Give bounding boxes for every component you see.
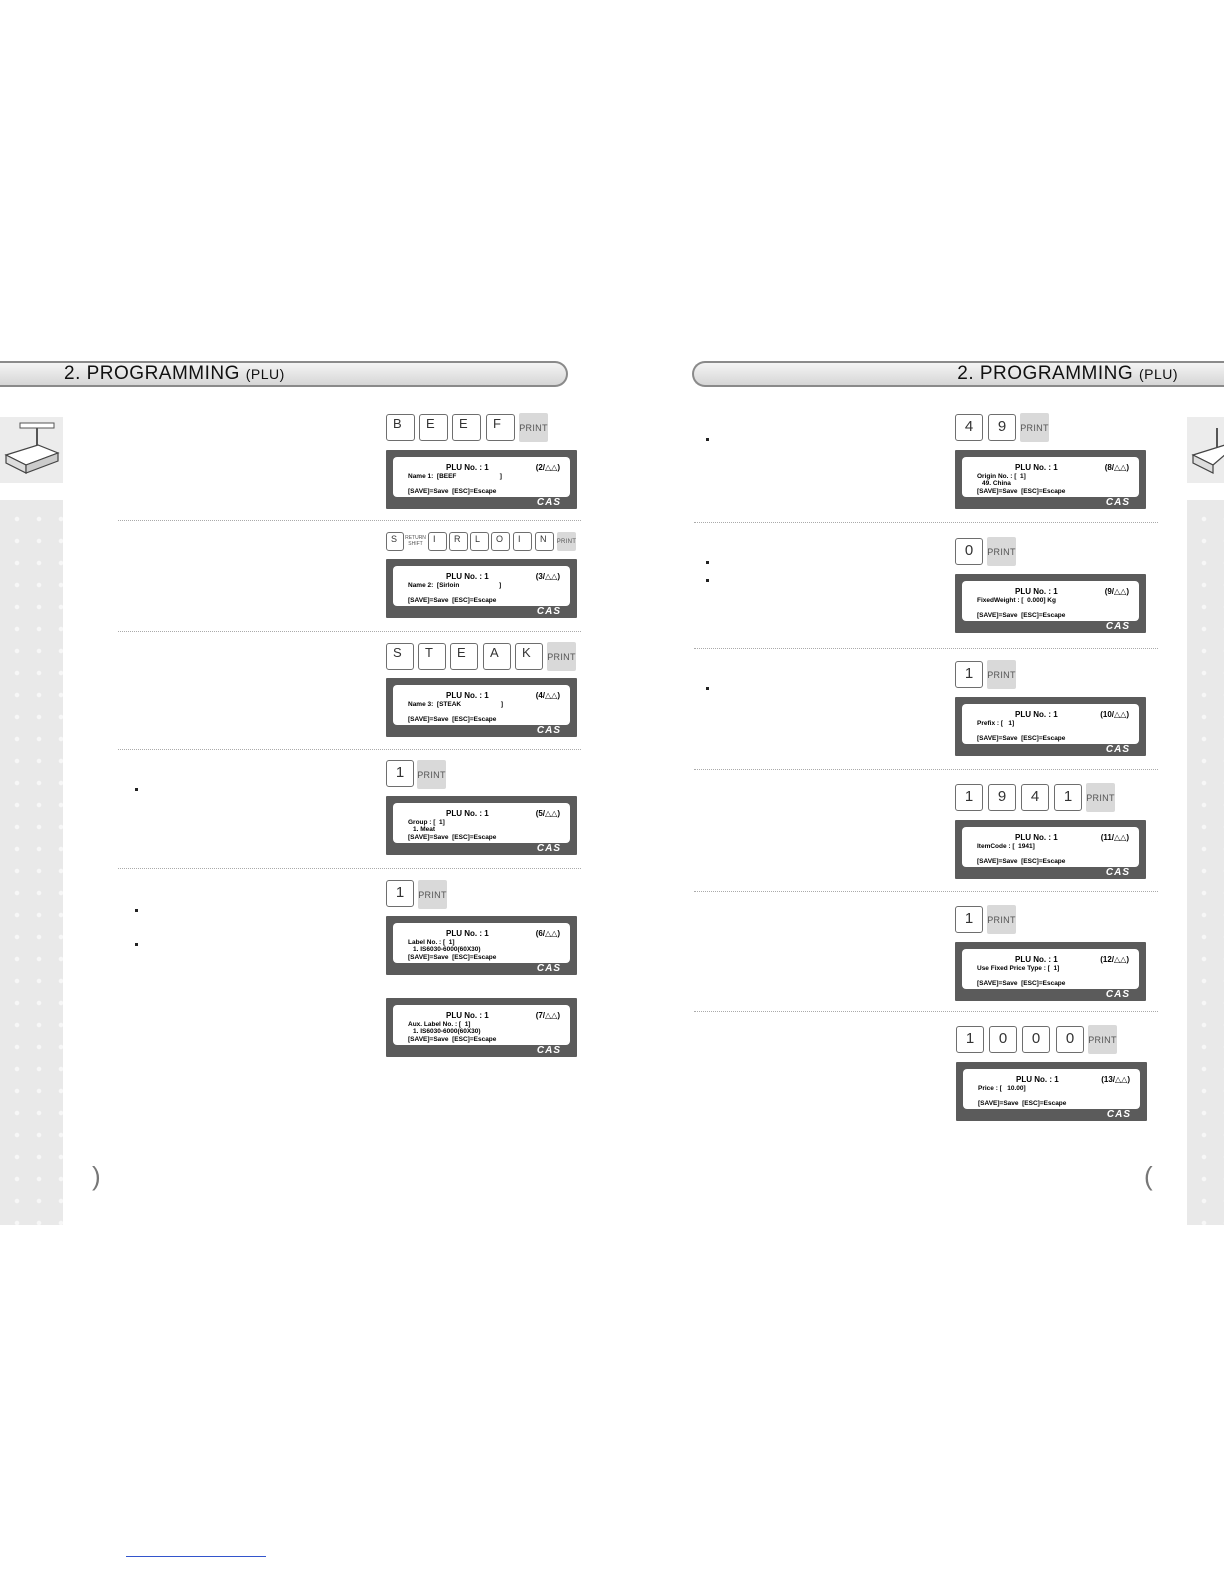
lcd-display [955,574,1146,633]
divider [694,769,1158,770]
lcd-counter: (6/△△) [535,929,560,938]
lcd-save-line: [SAVE]=Save [ESC]=Escape [408,834,497,841]
brand-logo: CAS [1105,621,1130,632]
lcd-line: Name 2: [Sirloin ] [408,582,502,589]
bullet [135,909,138,912]
brand-logo: CAS [536,843,561,854]
key-0[interactable]: 0 [1056,1026,1084,1053]
left-page-header [0,361,568,387]
brand-logo: CAS [536,963,561,974]
lcd-line: Label No. : [ 1] [408,939,455,946]
key-9[interactable]: 9 [988,784,1016,811]
print-key[interactable]: PRINT [418,880,447,909]
print-key[interactable]: PRINT [557,532,576,551]
lcd-title: PLU No. : 1 [446,809,489,818]
lcd-title: PLU No. : 1 [1015,833,1058,842]
scale-icon [0,417,63,483]
lcd-title: PLU No. : 1 [1016,1075,1059,1084]
key-9[interactable]: 9 [988,414,1016,441]
lcd-line: Prefix : [ 1] [977,720,1015,727]
key-f[interactable]: F [486,414,515,441]
key-1[interactable]: 1 [386,760,414,787]
left-header-title: 2. PROGRAMMING (PLU) [64,363,285,384]
key-1[interactable]: 1 [955,661,983,688]
brand-logo: CAS [536,606,561,617]
brand-logo: CAS [1105,497,1130,508]
key-o[interactable]: O [491,532,510,551]
brand-logo: CAS [536,497,561,508]
lcd-save-line: [SAVE]=Save [ESC]=Escape [977,488,1066,495]
brand-logo: CAS [1105,744,1130,755]
lcd-save-line: [SAVE]=Save [ESC]=Escape [977,980,1066,987]
key-4[interactable]: 4 [955,414,983,441]
right-decorative-strip [1187,500,1224,1225]
lcd-save-line: [SAVE]=Save [ESC]=Escape [977,612,1066,619]
lcd-title: PLU No. : 1 [1015,587,1058,596]
key-1[interactable]: 1 [955,784,983,811]
lcd-save-line: [SAVE]=Save [ESC]=Escape [408,488,497,495]
page-number-mark-left: ) [92,1161,101,1191]
lcd-counter: (12/△△) [1100,955,1129,964]
lcd-display [386,559,577,618]
key-e[interactable]: E [450,643,478,670]
left-decorative-strip [0,500,63,1225]
print-key[interactable]: PRINT [547,642,576,671]
lcd-counter: (2/△△) [535,463,560,472]
lcd-line: 49. China [982,480,1011,487]
divider [118,749,581,750]
divider [694,891,1158,892]
brand-logo: CAS [536,725,561,736]
lcd-display [955,942,1146,1001]
lcd-counter: (8/△△) [1104,463,1129,472]
lcd-title: PLU No. : 1 [446,691,489,700]
lcd-line: Aux. Label No. : [ 1] [408,1021,471,1028]
lcd-display [955,820,1146,879]
key-s[interactable]: S [386,643,414,670]
lcd-title: PLU No. : 1 [446,929,489,938]
right-header-title: 2. PROGRAMMING (PLU) [957,363,1178,384]
lcd-title: PLU No. : 1 [446,1011,489,1020]
lcd-counter: (5/△△) [535,809,560,818]
lcd-save-line: [SAVE]=Save [ESC]=Escape [977,858,1066,865]
brand-logo: CAS [1105,989,1130,1000]
lcd-counter: (11/△△) [1100,833,1129,842]
lcd-counter: (9/△△) [1104,587,1129,596]
lcd-display [956,1062,1147,1121]
lcd-save-line: [SAVE]=Save [ESC]=Escape [977,735,1066,742]
lcd-save-line: [SAVE]=Save [ESC]=Escape [408,716,497,723]
lcd-line: ItemCode : [ 1941] [977,843,1035,850]
bullet [706,438,709,441]
print-key[interactable]: PRINT [987,537,1016,566]
key-r[interactable]: R [449,532,468,551]
brand-logo: CAS [1106,1109,1131,1120]
lcd-display [386,796,577,855]
key-k[interactable]: K [515,643,543,670]
key-0[interactable]: 0 [989,1026,1017,1053]
key-1[interactable]: 1 [1054,784,1082,811]
key-1[interactable]: 1 [386,880,414,907]
lcd-counter: (10/△△) [1100,710,1129,719]
print-key[interactable]: PRINT [1086,783,1115,812]
key-t[interactable]: T [418,643,446,670]
return-shift-key[interactable]: RETURN SHIFT [405,535,426,547]
print-key[interactable]: PRINT [1020,413,1049,442]
right-page-header [692,361,1224,387]
lcd-line: 1. IS6030-6000(60X30) [413,946,481,953]
brand-logo: CAS [1105,867,1130,878]
bullet [706,579,709,582]
lcd-display [955,450,1146,509]
divider [694,522,1158,523]
key-i[interactable]: I [513,532,532,551]
divider [694,1011,1158,1012]
print-key[interactable]: PRINT [519,413,548,442]
lcd-line: Origin No. : [ 1] [977,473,1026,480]
lcd-display [386,998,577,1057]
divider [118,631,581,632]
lcd-counter: (3/△△) [535,572,560,581]
lcd-line: Group : [ 1] [408,819,445,826]
key-b[interactable]: B [386,414,415,441]
key-0[interactable]: 0 [955,538,983,565]
lcd-line: FixedWeight : [ 0.000] Kg [977,597,1056,604]
print-key[interactable]: PRINT [1088,1025,1117,1054]
page-number-mark-right: ( [1144,1161,1153,1191]
lcd-title: PLU No. : 1 [446,572,489,581]
lcd-line: Name 3: [STEAK ] [408,701,503,708]
print-key[interactable]: PRINT [987,905,1016,934]
lcd-title: PLU No. : 1 [1015,463,1058,472]
divider [694,648,1158,649]
footer-link-line [126,1556,266,1557]
bullet [706,687,709,690]
print-key[interactable]: PRINT [417,760,446,789]
key-e[interactable]: E [452,414,481,441]
lcd-save-line: [SAVE]=Save [ESC]=Escape [408,954,497,961]
print-key[interactable]: PRINT [987,660,1016,689]
lcd-save-line: [SAVE]=Save [ESC]=Escape [408,597,497,604]
key-n[interactable]: N [535,532,554,551]
lcd-display [386,450,577,509]
scale-icon-right [1187,417,1224,483]
key-e[interactable]: E [419,414,448,441]
key-0[interactable]: 0 [1022,1026,1050,1053]
lcd-line: 1. IS6030-6000(60X30) [413,1028,481,1035]
lcd-title: PLU No. : 1 [1015,710,1058,719]
key-a[interactable]: A [483,643,511,670]
key-1[interactable]: 1 [955,906,983,933]
lcd-display [386,678,577,737]
divider [118,520,581,521]
key-4[interactable]: 4 [1021,784,1049,811]
lcd-line: 1. Meat [413,826,436,833]
bullet [135,788,138,791]
key-1[interactable]: 1 [956,1026,984,1053]
key-i[interactable]: I [428,532,447,551]
lcd-title: PLU No. : 1 [1015,955,1058,964]
scale-icon-box-right [1187,417,1224,483]
lcd-display [955,697,1146,756]
divider [118,868,581,869]
lcd-line: Name 1: [BEEF ] [408,473,502,480]
lcd-line: Price : [ 10.00] [978,1085,1026,1092]
lcd-counter: (4/△△) [535,691,560,700]
lcd-counter: (7/△△) [535,1011,560,1020]
key-l[interactable]: L [470,532,489,551]
lcd-counter: (13/△△) [1101,1075,1130,1084]
lcd-save-line: [SAVE]=Save [ESC]=Escape [978,1100,1067,1107]
key-s[interactable]: S [386,532,404,551]
scale-icon-box-left [0,417,63,483]
brand-logo: CAS [536,1045,561,1056]
lcd-line: Use Fixed Price Type : [ 1] [977,965,1060,972]
lcd-display [386,916,577,975]
bullet [135,943,138,946]
lcd-save-line: [SAVE]=Save [ESC]=Escape [408,1036,497,1043]
bullet [706,561,709,564]
lcd-title: PLU No. : 1 [446,463,489,472]
